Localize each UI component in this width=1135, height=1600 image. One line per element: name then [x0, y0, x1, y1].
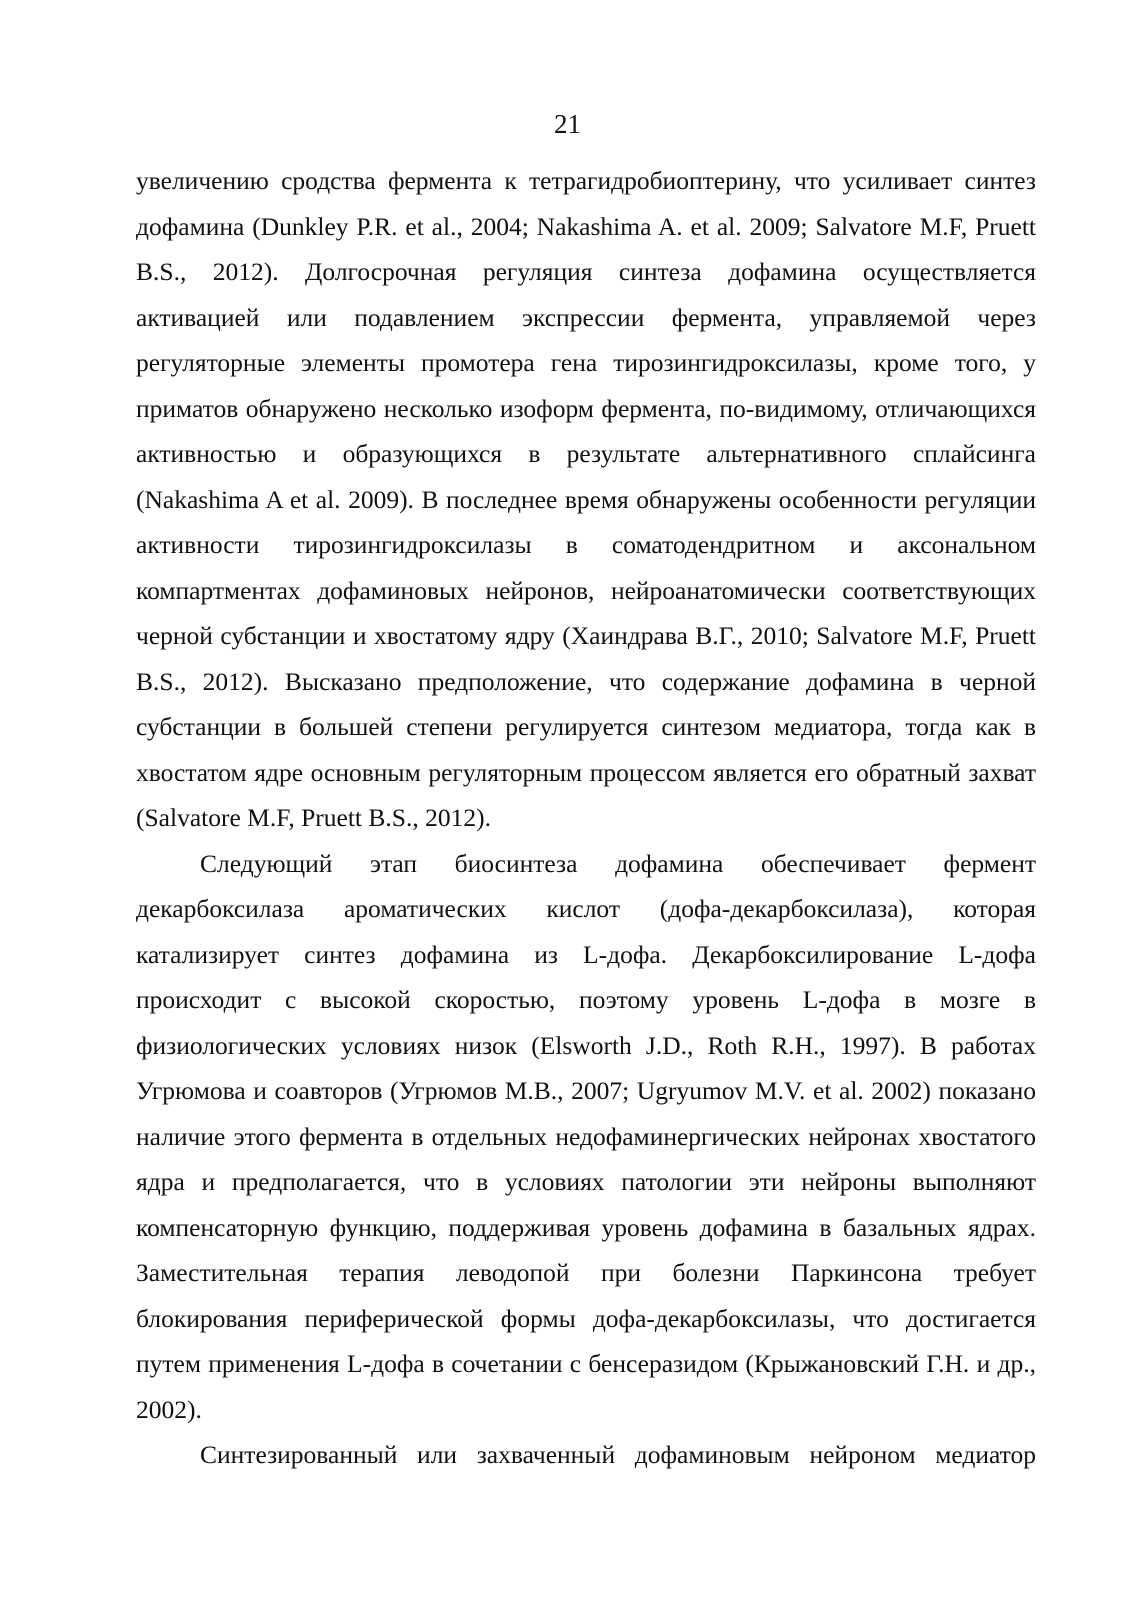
- body-text: [136, 158, 1036, 1478]
- paragraph-decarboxylase: Следующий этап биосинтеза дофамина обеспечивает фермент декарбоксилаза ароматических кислот (дофа-декарбоксилаза), которая катализирует синтез дофамина из L-дофа. Декарбоксилирование L-дофа происходит с высокой скоростью, поэтому уровень L-дофа в мозге в физиологических условиях низок (Elsworth J.D., Roth R.H., 1997). В работах Угрюмова и соавторов (Угрюмов М.В., 2007; Ugryumov M.V. et al. 2002) показано наличие этого фермента в отдельных недофаминергических нейронах хвостатого ядра и предполагается, что в условиях патологии эти нейроны выполняют компенсаторную функцию, поддерживая уровень дофамина в базальных ядрах. Заместительная терапия леводопой при болезни Паркинсона требует блокирования периферической формы дофа-декарбоксилазы, что достигается путем применения L-дофа в сочетании с бенсеразидом (Крыжановский Г.Н. и др., 2002).: [136, 848, 1036, 1424]
- page-number: 21: [554, 109, 581, 139]
- paragraph-mediator: Синтезированный или захваченный дофаминовым нейроном медиатор: [200, 1440, 1036, 1469]
- paragraph-continued: увеличению сродства фермента к тетрагидробиоптерину, что усиливает синтез дофамина (Dunkley P.R. et al., 2004; Nakashima A. et al. 2009; Salvatore M.F, Pruett B.S., 2012). Долгосрочная регуляция синтеза дофамина осуществляется активацией или подавлением экспрессии фермента, управляемой через регуляторные элементы промотера гена тирозингидроксилазы, кроме того, у приматов обнаружено несколько изоформ фермента, по-видимому, отличающихся активностью и образующихся в результате альтернативного сплайсинга (Nakashima A et al. 2009). В последнее время обнаружены особенности регуляции активности тирозингидроксилазы в соматодендритном и аксональном компартментах дофаминовых нейронов, нейроанатомически соответствующих черной субстанции и хвостатому ядру (Хаиндрава В.Г., 2010; Salvatore M.F, Pruett B.S., 2012). Высказано предположение, что содержание дофамина в черной субстанции в большей степени регулируется синтезом медиатора, тогда как в хвостатом ядре основным регуляторным процессом является его обратный захват (Salvatore M.F, Pruett B.S., 2012).: [136, 166, 1036, 832]
